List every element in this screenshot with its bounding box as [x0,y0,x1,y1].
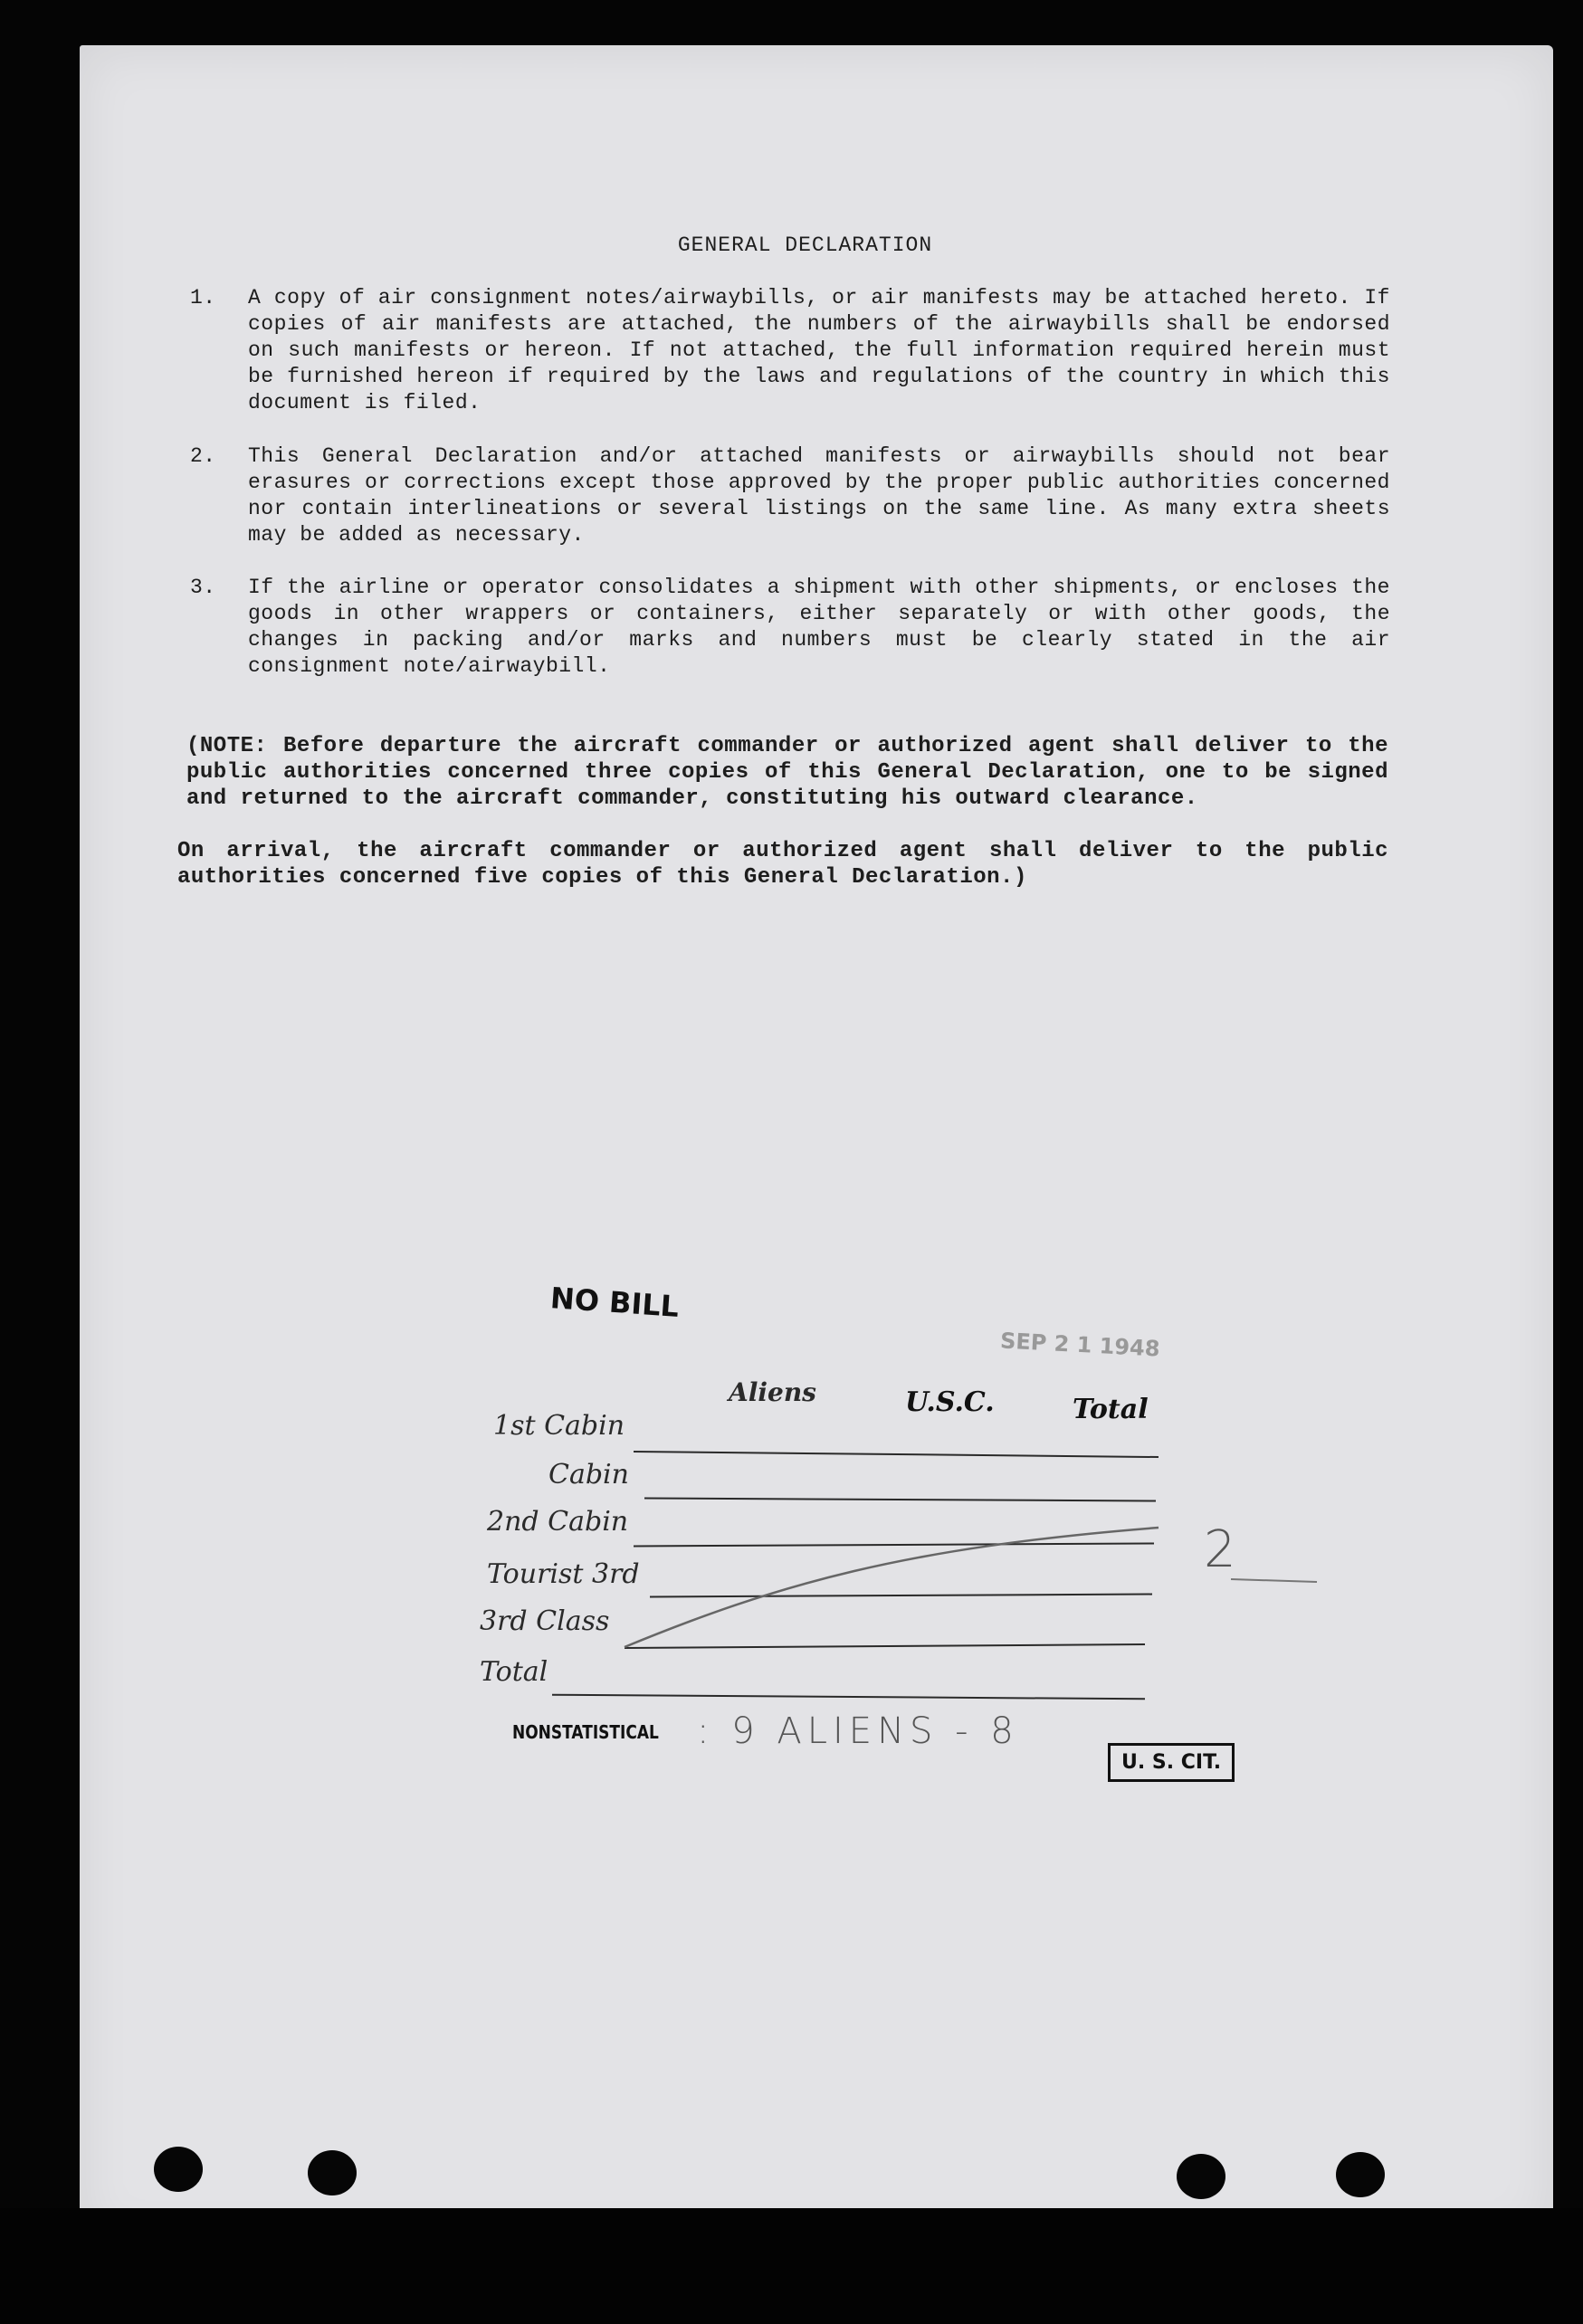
item-text: This General Declaration and/or attached manifests or airwaybills should not bear erasures or corrections except those approved by the proper public authorities concerned nor contain interlineations or several listings on the same line. As many extra sheets may be added as necessary. [248,444,1390,547]
row-label-tourist-3rd: Tourist 3rd [487,1558,640,1590]
item-number: 1. [190,286,216,310]
punch-hole-3 [1177,2154,1225,2199]
arrival-paragraph: On arrival, the aircraft commander or authorized agent shall deliver to the public authorities concerned five copies of this General Declaration.) [177,839,1388,890]
item-text: A copy of air consignment notes/airwaybills, or air manifests may be attached hereto. If copies of air manifests are attached, the numbers of the airwaybills shall be endorsed on such manifests or hereon. If not attached, the full information required herein must be furnished hereon if required by the laws and regulations of the country in which this document is filed. [248,286,1390,414]
nonstatistical-handwritten: : 9 ALIENS - 8 [697,1710,1019,1752]
column-header-aliens: Aliens [729,1377,816,1407]
item-text: If the airline or operator consolidates a shipment with other shipments, or encloses the goods in other wrappers or containers, either separately or with other goods, the changes in packing and/or marks and numbers must be clearly stated in the air consignment note/airwaybill. [248,576,1390,678]
punch-hole-4 [1336,2152,1385,2197]
row-label-3rd-class: 3rd Class [480,1605,610,1637]
no-bill-stamp: NO BILL [548,1281,681,1324]
torn-bottom-edge [0,2208,1583,2324]
row-label-cabin: Cabin [548,1459,629,1491]
date-stamp: SEP 2 1 1948 [999,1328,1161,1362]
column-header-total: Total [1073,1394,1149,1425]
item-number: 2. [190,444,216,468]
item-number: 3. [190,576,216,599]
us-cit-stamp: U. S. CIT. [1108,1743,1235,1782]
row-label-total: Total [480,1656,548,1688]
document-title: GENERAL DECLARATION [677,233,933,257]
handwritten-underline [1231,1576,1321,1586]
handwritten-slash [615,1520,1177,1656]
note-paragraph: (NOTE: Before departure the aircraft commander or authorized agent shall deliver to the public authorities concerned three copies of this General Declaration, one to be signed and returned to the aircraft commander, constituting his outward clearance. [186,734,1388,811]
punch-hole-2 [308,2150,357,2195]
list-item [190,285,1403,421]
nonstatistical-label: NONSTATISTICAL [512,1721,659,1743]
list-item [190,443,1403,552]
list-item [190,575,1403,683]
punch-hole-1 [154,2147,203,2192]
row-label-1st-cabin: 1st Cabin [493,1410,625,1442]
row-label-2nd-cabin: 2nd Cabin [487,1506,629,1538]
column-header-usc: U.S.C. [905,1386,995,1418]
handwritten-count: 2 [1204,1520,1242,1579]
